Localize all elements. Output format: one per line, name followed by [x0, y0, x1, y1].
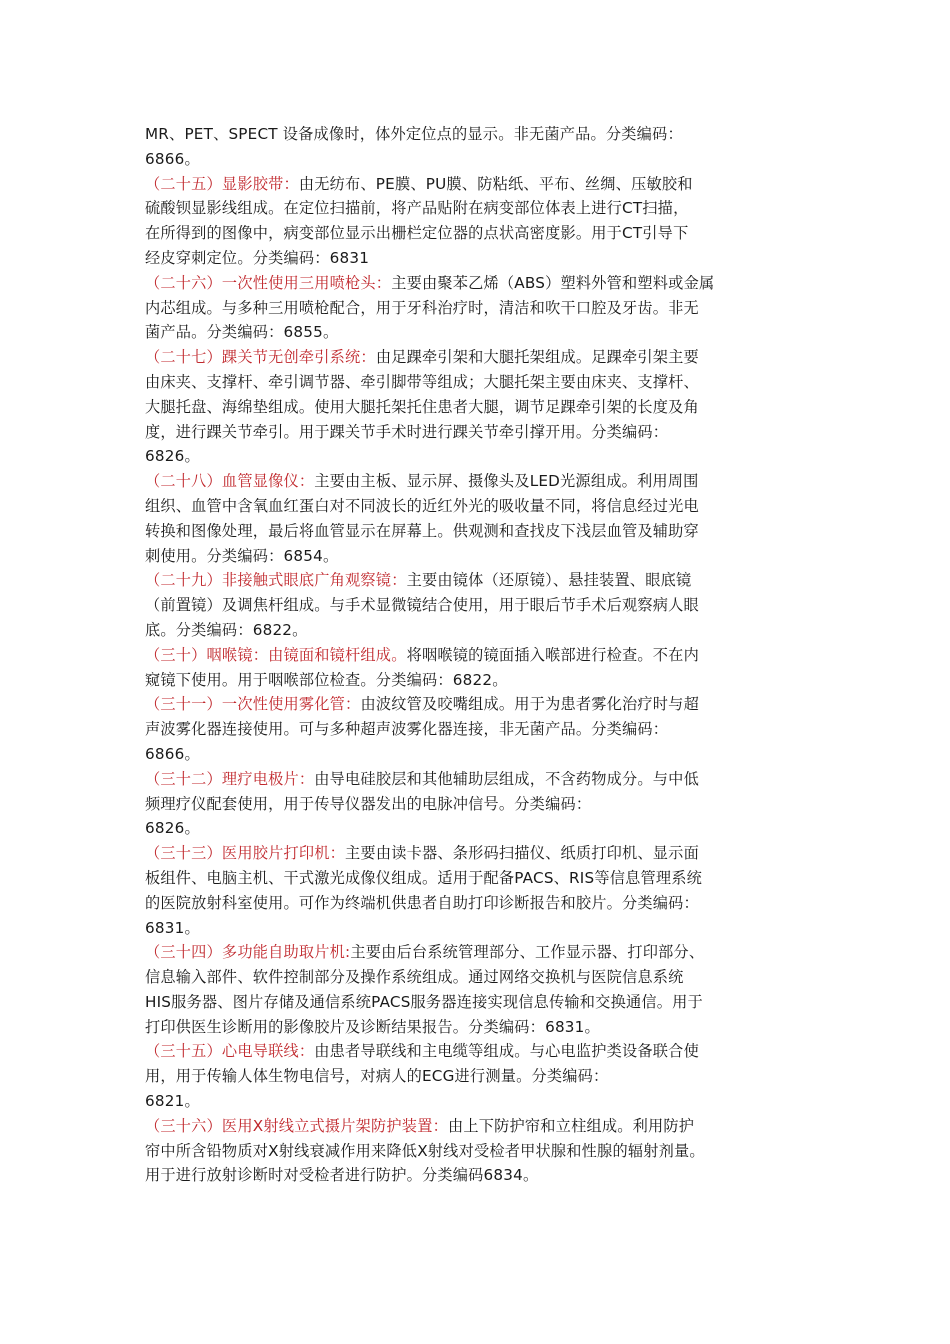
text-line: [145, 271, 810, 296]
text-line: 用，用于传输人体生物电信号，对病人的ECG进行测量。分类编码：: [145, 1067, 609, 1086]
paragraph-item-28: [145, 469, 810, 568]
text-line: 内芯组成。与多种三用喷枪配合，用于牙科治疗时，清洁和吹干口腔及牙齿。非无: [145, 298, 699, 317]
paragraph-item-30: [145, 643, 810, 693]
text-line: HIS服务器、图片存储及通信系统PACS服务器连接实现信息传输和交换通信。用于: [145, 992, 703, 1011]
text-line: 6826。: [145, 447, 200, 466]
text-line: 转换和图像处理，最后将血管显示在屏幕上。供观测和查找皮下浅层血管及辅助穿: [145, 521, 699, 540]
paragraph-item-36: [145, 1114, 810, 1188]
text-line: 用于进行放射诊断时对受检者进行防护。分类编码6834。: [145, 1166, 539, 1185]
paragraph-item-32: [145, 767, 810, 841]
item-title: （三十二）理疗电极片：: [145, 769, 315, 788]
item-text: 由导电硅胶层和其他辅助层组成，不含药物成分。与中低: [314, 769, 699, 788]
text-line: 由床夹、支撑杆、牵引调节器、牵引脚带等组成；大腿托架主要由床夹、支撑杆、: [145, 372, 699, 391]
text-line: 窥镜下使用。用于咽喉部位检查。分类编码：6822。: [145, 670, 508, 689]
text-line: 的医院放射科室使用。可作为终端机供患者自助打印诊断报告和胶片。分类编码：: [145, 893, 699, 912]
item-text: 主要由聚苯乙烯（ABS）塑料外管和塑料或金属: [391, 273, 715, 292]
item-text: 主要由主板、显示屏、摄像头及LED光源组成。利用周围: [314, 472, 699, 491]
item-title: （三十）咽喉镜：由镜面和镜杆组成。: [145, 645, 407, 664]
text-line: （前置镜）及调焦杆组成。与手术显微镜结合使用，用于眼后节手术后观察病人眼: [145, 596, 699, 615]
text-line: [145, 568, 810, 593]
text-line: 6831。: [145, 918, 200, 937]
text-line: 刺使用。分类编码：6854。: [145, 546, 339, 565]
item-title: （三十三）医用胶片打印机：: [145, 844, 346, 863]
item-title: （二十九）非接触式眼底广角观察镜：: [145, 571, 407, 590]
item-text: 将咽喉镜的镜面插入喉部进行检查。不在内: [406, 645, 699, 664]
text-line: [145, 345, 810, 370]
paragraph-continued: [145, 122, 810, 172]
item-title: （三十一）一次性使用雾化管：: [145, 695, 361, 714]
item-title: （二十六）一次性使用三用喷枪头：: [145, 273, 392, 292]
text-line: 6826。: [145, 819, 200, 838]
item-title: （二十七）踝关节无创牵引系统：: [145, 348, 376, 367]
text-line: 底。分类编码：6822。: [145, 620, 308, 639]
text-line: 6866。: [145, 149, 200, 168]
text-line: 6866。: [145, 744, 200, 763]
text-line: 度，进行踝关节牵引。用于踝关节手术时进行踝关节牵引撑开用。分类编码：: [145, 422, 669, 441]
text-line: [145, 172, 810, 197]
paragraph-item-27: [145, 345, 810, 469]
paragraph-item-25: [145, 172, 810, 271]
item-text: 主要由读卡器、条形码扫描仪、纸质打印机、显示面: [345, 844, 699, 863]
text-line: [145, 469, 810, 494]
item-title: （三十六）医用X射线立式摄片架防护装置：: [145, 1116, 448, 1135]
paragraph-item-29: [145, 568, 810, 642]
item-title: （二十五）显影胶带：: [145, 174, 299, 193]
text-line: 6821。: [145, 1092, 200, 1111]
item-title: （二十八）血管显像仪：: [145, 472, 315, 491]
paragraph-item-26: [145, 271, 810, 345]
text-line: 信息输入部件、软件控制部分及操作系统组成。通过网络交换机与医院信息系统: [145, 968, 684, 987]
item-text: 由上下防护帘和立柱组成。利用防护: [447, 1116, 695, 1135]
item-title: （三十五）心电导联线：: [145, 1042, 315, 1061]
item-title: （三十四）多功能自助取片机:: [145, 943, 351, 962]
text-line: MR、PET、SPECT 设备成像时，体外定位点的显示。非无菌产品。分类编码：: [145, 125, 683, 143]
document-page: [145, 122, 810, 1188]
text-line: 组织、血管中含氧血红蛋白对不同波长的近红外光的吸收量不同，将信息经过光电: [145, 496, 699, 515]
text-line: [145, 940, 810, 965]
text-line: 经皮穿刺定位。分类编码：6831: [145, 248, 370, 267]
text-line: [145, 1114, 810, 1139]
text-line: [145, 643, 810, 668]
text-line: 频理疗仪配套使用，用于传导仪器发出的电脉冲信号。分类编码：: [145, 794, 592, 813]
text-line: 板组件、电脑主机、干式激光成像仪组成。适用于配备PACS、RIS等信息管理系统: [145, 868, 703, 887]
item-text: 由波纹管及咬嘴组成。用于为患者雾化治疗时与超: [360, 695, 699, 714]
text-line: 声波雾化器连接使用。可与多种超声波雾化器连接，非无菌产品。分类编码：: [145, 720, 669, 739]
text-line: [145, 692, 810, 717]
paragraph-item-34: [145, 940, 810, 1039]
text-line: 菌产品。分类编码：6855。: [145, 323, 339, 342]
text-line: 帘中所含铅物质对X射线衰减作用来降低X射线对受检者甲状腺和性腺的辐射剂量。: [145, 1141, 705, 1160]
item-text: 由足踝牵引架和大腿托架组成。足踝牵引架主要: [375, 348, 699, 367]
text-line: 打印供医生诊断用的影像胶片及诊断结果报告。分类编码：6831。: [145, 1017, 600, 1036]
text-line: 大腿托盘、海绵垫组成。使用大腿托架托住患者大腿，调节足踝牵引架的长度及角: [145, 397, 699, 416]
paragraph-item-33: [145, 841, 810, 940]
paragraph-item-35: [145, 1039, 810, 1113]
text-line: 硫酸钡显影线组成。在定位扫描前，将产品贴附在病变部位体表上进行CT扫描，: [145, 199, 689, 218]
text-line: [145, 841, 810, 866]
text-line: [145, 767, 810, 792]
text-line: [145, 1039, 810, 1064]
item-text: 由患者导联线和主电缆等组成。与心电监护类设备联合使: [314, 1042, 699, 1061]
text-line: 在所得到的图像中，病变部位显示出栅栏定位器的点状高密度影。用于CT引导下: [145, 224, 689, 243]
paragraph-item-31: [145, 692, 810, 766]
item-text: 主要由后台系统管理部分、工作显示器、打印部分、: [350, 943, 705, 962]
item-text: 由无纺布、PE膜、PU膜、防粘纸、平布、丝绸、压敏胶和: [298, 174, 693, 193]
item-text: 主要由镜体（还原镜）、悬挂装置、眼底镜: [406, 571, 692, 590]
